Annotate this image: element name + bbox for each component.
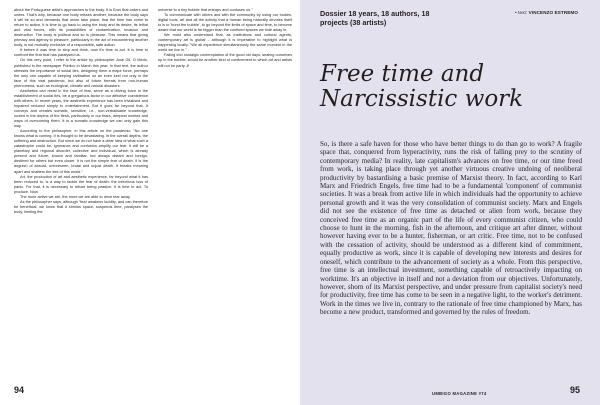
credit-prefix: • text: (515, 10, 528, 15)
paragraph: To communicate with others and with the community by using our bodies, digital tools, art and all the activity that a human being naturally devotes itself to is to 'burst the bubble', to go beyond the limits of space and time, to become aware that our world is far bigger than the confined spaces we hide away in. (158, 13, 292, 33)
right-page (300, 0, 600, 405)
paragraph: Art, the production of art and aesthetic experience, far beyond what it has been reduced to, is a way to tackle the fear of death: the infectious loss of panic. For that, it is necessary to refuse being passive. It is time to act. To produce. Now. (14, 174, 148, 194)
paragraph: about the Portuguese artist's approaches to the body. It is Eros that orders and unites. That's why, because one body misses another, because the body says it will be so and demands that union take place, that the time has come to return to action. It is time to go back to using the body and its desire, its lethal and vital forces, with its possibilities of contamination, invasion and destruction. The body is political and so is pleasure. This means that giving primacy and agency to pleasure, particularly in the act of encountering another body, is not mutually exclusive of a responsible, safe action. (14, 8, 148, 48)
magazine-footer: UMBIGO MAGAZINE #74 (432, 391, 487, 396)
paragraph: As the philosopher says, although "fear awakens lucidity, and can therefore be beneficial, we know that it shrinks space, suspends time, paralyses the body, limiting the (14, 199, 148, 214)
left-column-2 (158, 8, 292, 378)
credit-name: VINCENZO ESTREMO (528, 10, 578, 15)
paragraph: If before it was time to stop and think, now it's time to act. It is time to confront the fear that has paralysed us. (14, 48, 148, 58)
paragraph: Falling into nostalgic contemplation of the good old days, sealing ourselves up in the bubble, would be another kind of confinement to which art and artists will not be party. (158, 53, 292, 68)
dossier-label: Dossier 18 years, 18 authors, 18 projects (38 artists) (320, 9, 430, 27)
author-credit (515, 10, 578, 15)
paragraph-with-end-mark (158, 53, 292, 68)
article-title: Free time and Narcissistic work (320, 61, 524, 112)
left-page-columns (14, 8, 292, 378)
paragraph: The more active we are, the more we are able to drive fear away. (20, 194, 131, 199)
paragraph: universe to a tiny bubble that entraps and confuses us." (158, 8, 253, 12)
paragraph: According to the philosopher, in this article on the pandemic: "No one knows what is coming. It is thought to be devastating. In the overall depths, the suffering and destruction. But since we do not have a clear idea of what such a catastrophe could be, ignorance and confusion amplify our fear. It will be a planetary and regional disorder, collective and individual, which is already present and future, known and familiar, but always distant and foreign, destined for others but even closer. It is not the simple fear of death, it is the anguish of absurd, unforeseen, brutal and unjust death. It breaks meaning apart and shatters the ties of this world." (14, 129, 148, 174)
paragraph: On this very point, I refer to the article by philosopher José Gil, O Medo, published in the newspaper Público in March this year. In that text, the author stresses the importance of social ties, designing them a major force, perhaps the only one capable of keeping civilisation on an even keel not only in the face of this viral pandemic, but also of future threats from non-human phenomena, such as ecological, climatic and natural disasters. (14, 58, 148, 88)
paragraph: We must also understand that, as institutions and cultural agents, contemporary art is global – although it is imperative to highlight what is happening locally. "We all experience simultaneously the same moment in the world we live in." (158, 33, 292, 53)
article-body: So, is there a safe haven for those who have better things to do than go to work? A fragile space that, conquered from hyperactivity, runs the risk of falling prey to the scrutiny of contemporary media? In reality, late capitalism's advances on free time, or our time freed from work, is taking place through yet another virtuous creative undoing of neoliberal productivity by bastardising a basic premise of Marxist theory. In fact, according to Karl Marx and Friedrich Engels, free time had to be a fundamental 'component' of communist societies. It was a break from active life in which individuals had the opportunity to achieve personal growth and it was the very consolidation of communist society. Marx and Engels did not see the existence of free time as detached or alien from work, because they conceived free time as an organic part of the life of every communist citizen, who could choose to hunt in the morning, fish in the afternoon, and critique art after dinner, without however having ever to be a hunter, fisherman, or art critic. Free time, not to be confused with the cessation of activity, should be understood as a different kind of commitment, equally productive as work, since it is capable of developing new interests and desires for oneself, which contribute to the advancement of society as a whole. From this perspective, free time is an intellectual investment, something capable of retroactively impacting on worktime. It's an objective in itself and not a deviation from our objectives. Unfortunately, however, shorn of its Marxist perspective, and under pressure from capitalist society's need for productivity, free time has come to be seen in a negative light, to the worker's detriment. Work in the times we live in, contrary to the rationale of free time championed by Marx, has become a new product, transformed and governed by the rules of freedom. (320, 140, 582, 317)
page-number-left: 94 (14, 385, 25, 395)
page-number-right: 95 (569, 385, 580, 395)
left-column-1 (14, 8, 148, 378)
paragraph: Aesthetics can resist in the face of fear, serve as a driving force in the establishment of social ties, be a gregarious factor in our affective coexistence with others. In recent years, the aesthetic experience has been trivialised and impaired reduced simply to entertainment. But it goes far beyond that. It conveys and creates somatic, sensitive, i.e., non-verbalisable knowledge, rooted in the depths of the flesh, particularly in our fears, deepest worries and ways of overcoming them. It is a somatic knowledge we can only gain this way. (14, 88, 148, 129)
end-mark: // (186, 63, 189, 68)
